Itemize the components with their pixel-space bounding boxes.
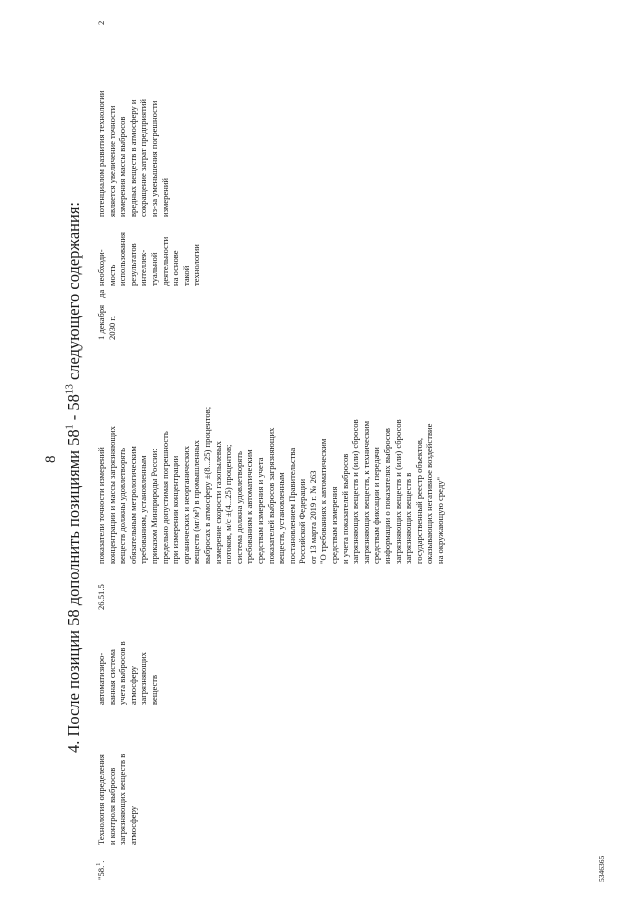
text-line: из-за уменьшения погрешности — [148, 100, 159, 217]
text-line: на окружающую среду" — [435, 476, 445, 564]
text-line: и контроля выбросов — [106, 767, 117, 845]
text-line: средствам измерения — [329, 486, 340, 564]
text-line: Технология определения — [96, 754, 106, 845]
text-line: деятельности — [159, 236, 170, 286]
text-line: оказывающих негативное воздействие — [424, 423, 435, 564]
text-line: загрязняющих веществ, к техническим — [360, 420, 371, 564]
column-number: 2 — [96, 20, 106, 25]
text-line: необходи- — [96, 249, 106, 286]
text-line: автоматизиро- — [96, 652, 106, 705]
text-line: "О требованиях к автоматическим — [318, 438, 329, 564]
requirements-cell — [96, 359, 446, 564]
text-line: использования — [117, 232, 128, 286]
text-line: и учета показателей выбросов — [339, 453, 350, 564]
text-line: потенциалом развития технологии — [96, 90, 106, 217]
page-number: 8 — [43, 455, 59, 463]
equipment-cell — [96, 615, 160, 705]
text-line: учета выбросов в — [117, 641, 128, 705]
position-cell — [96, 860, 107, 880]
text-line: предельно допустимая погрешность — [159, 431, 170, 564]
heading-sup-b: 13 — [64, 384, 76, 395]
text-line: является увеличение точности — [106, 105, 117, 217]
text-line: веществ — [148, 674, 159, 705]
text-line: сокращение затрат предприятий — [138, 98, 149, 217]
text-line: загрязняющих веществ и (или) сбросов — [392, 419, 403, 564]
text-line: атмосферу — [127, 805, 138, 845]
text-line: загрязняющих — [138, 652, 149, 705]
text-line: показатели точности измерений — [96, 447, 106, 564]
heading-tail: следующего содержания: — [64, 202, 83, 385]
text-line: приказом Минприроды России: — [148, 448, 159, 564]
text-line: технологии — [191, 244, 202, 286]
text-line: веществ (мг/м³) в промышленных — [191, 440, 202, 564]
technology-name-cell — [96, 710, 138, 845]
text-line: результатов — [127, 243, 138, 286]
text-line: средствам фиксации и передачи — [371, 447, 382, 564]
text-line: вредных веществ в атмосферу и — [127, 99, 138, 217]
text-line: требованиям к автоматическим — [244, 449, 255, 564]
text-line: измерений — [159, 177, 170, 217]
text-line: загрязняющих веществ и (или) сбросов — [350, 419, 361, 564]
text-line: атмосферу — [127, 665, 138, 705]
text-line: загрязняющих веществ в — [403, 472, 414, 564]
okpd-code: 26.51.5 — [96, 584, 106, 610]
text-line: постановлением Правительства — [286, 447, 297, 564]
flag-cell — [96, 284, 107, 298]
text-line: 2030 г. — [106, 315, 117, 340]
text-line: средствам измерения и учета — [254, 457, 265, 564]
text-line: туальной — [148, 252, 159, 286]
heading-dash: - 58 — [64, 394, 83, 425]
text-line: измерения массы выбросов — [117, 116, 128, 217]
text-line: обязательным метрологическим — [127, 446, 138, 564]
heading-text: 4. После позиции 58 дополнить позициями 58 — [64, 429, 83, 753]
text-line: государственный реестр объектов, — [413, 437, 424, 564]
document-code: 5346365 — [597, 855, 606, 882]
text-line: требованиям, установленным — [138, 455, 149, 564]
heading-sup-a: 1 — [64, 424, 76, 430]
text-line: потоков, м/с ±(4...25) процентов; — [223, 444, 234, 564]
text-line: 1 декабря — [96, 304, 106, 340]
section-heading — [64, 202, 84, 753]
text-line: на основе — [170, 250, 181, 286]
date-cell — [96, 305, 117, 340]
text-line: концентрации и массы загрязняющих — [106, 426, 117, 564]
text-line: при измерении концентрации — [170, 455, 181, 564]
text-line: такой — [180, 265, 191, 286]
text-line: показателей выбросов загрязняющих — [265, 427, 276, 564]
text-line: от 13 марта 2019 г. № 263 — [307, 470, 318, 564]
text-line: информации о показателях выбросов — [382, 428, 393, 564]
text-line: веществ должны удовлетворять — [117, 448, 128, 564]
effect-cell — [96, 67, 170, 217]
text-line: мость — [106, 264, 117, 286]
flag-value: да — [96, 289, 106, 298]
justification-cell — [96, 234, 202, 286]
okpd-code-cell — [96, 572, 107, 610]
text-line: измерение скорости газопылевых — [212, 441, 223, 564]
text-line: выбросах в атмосферу ±(8...25) процентов; — [201, 406, 212, 564]
text-line: Российской Федерации — [297, 478, 308, 564]
text-line: органических и неорганических — [180, 445, 191, 564]
text-line: система должна удовлетворять — [233, 451, 244, 564]
text-line: интеллек- — [138, 249, 149, 286]
text-line: загрязняющих веществ в — [117, 753, 128, 845]
text-line: ванная система — [106, 649, 117, 705]
position-number: "58.$^1$. — [96, 860, 106, 880]
text-line: веществ, установленным — [276, 472, 287, 564]
